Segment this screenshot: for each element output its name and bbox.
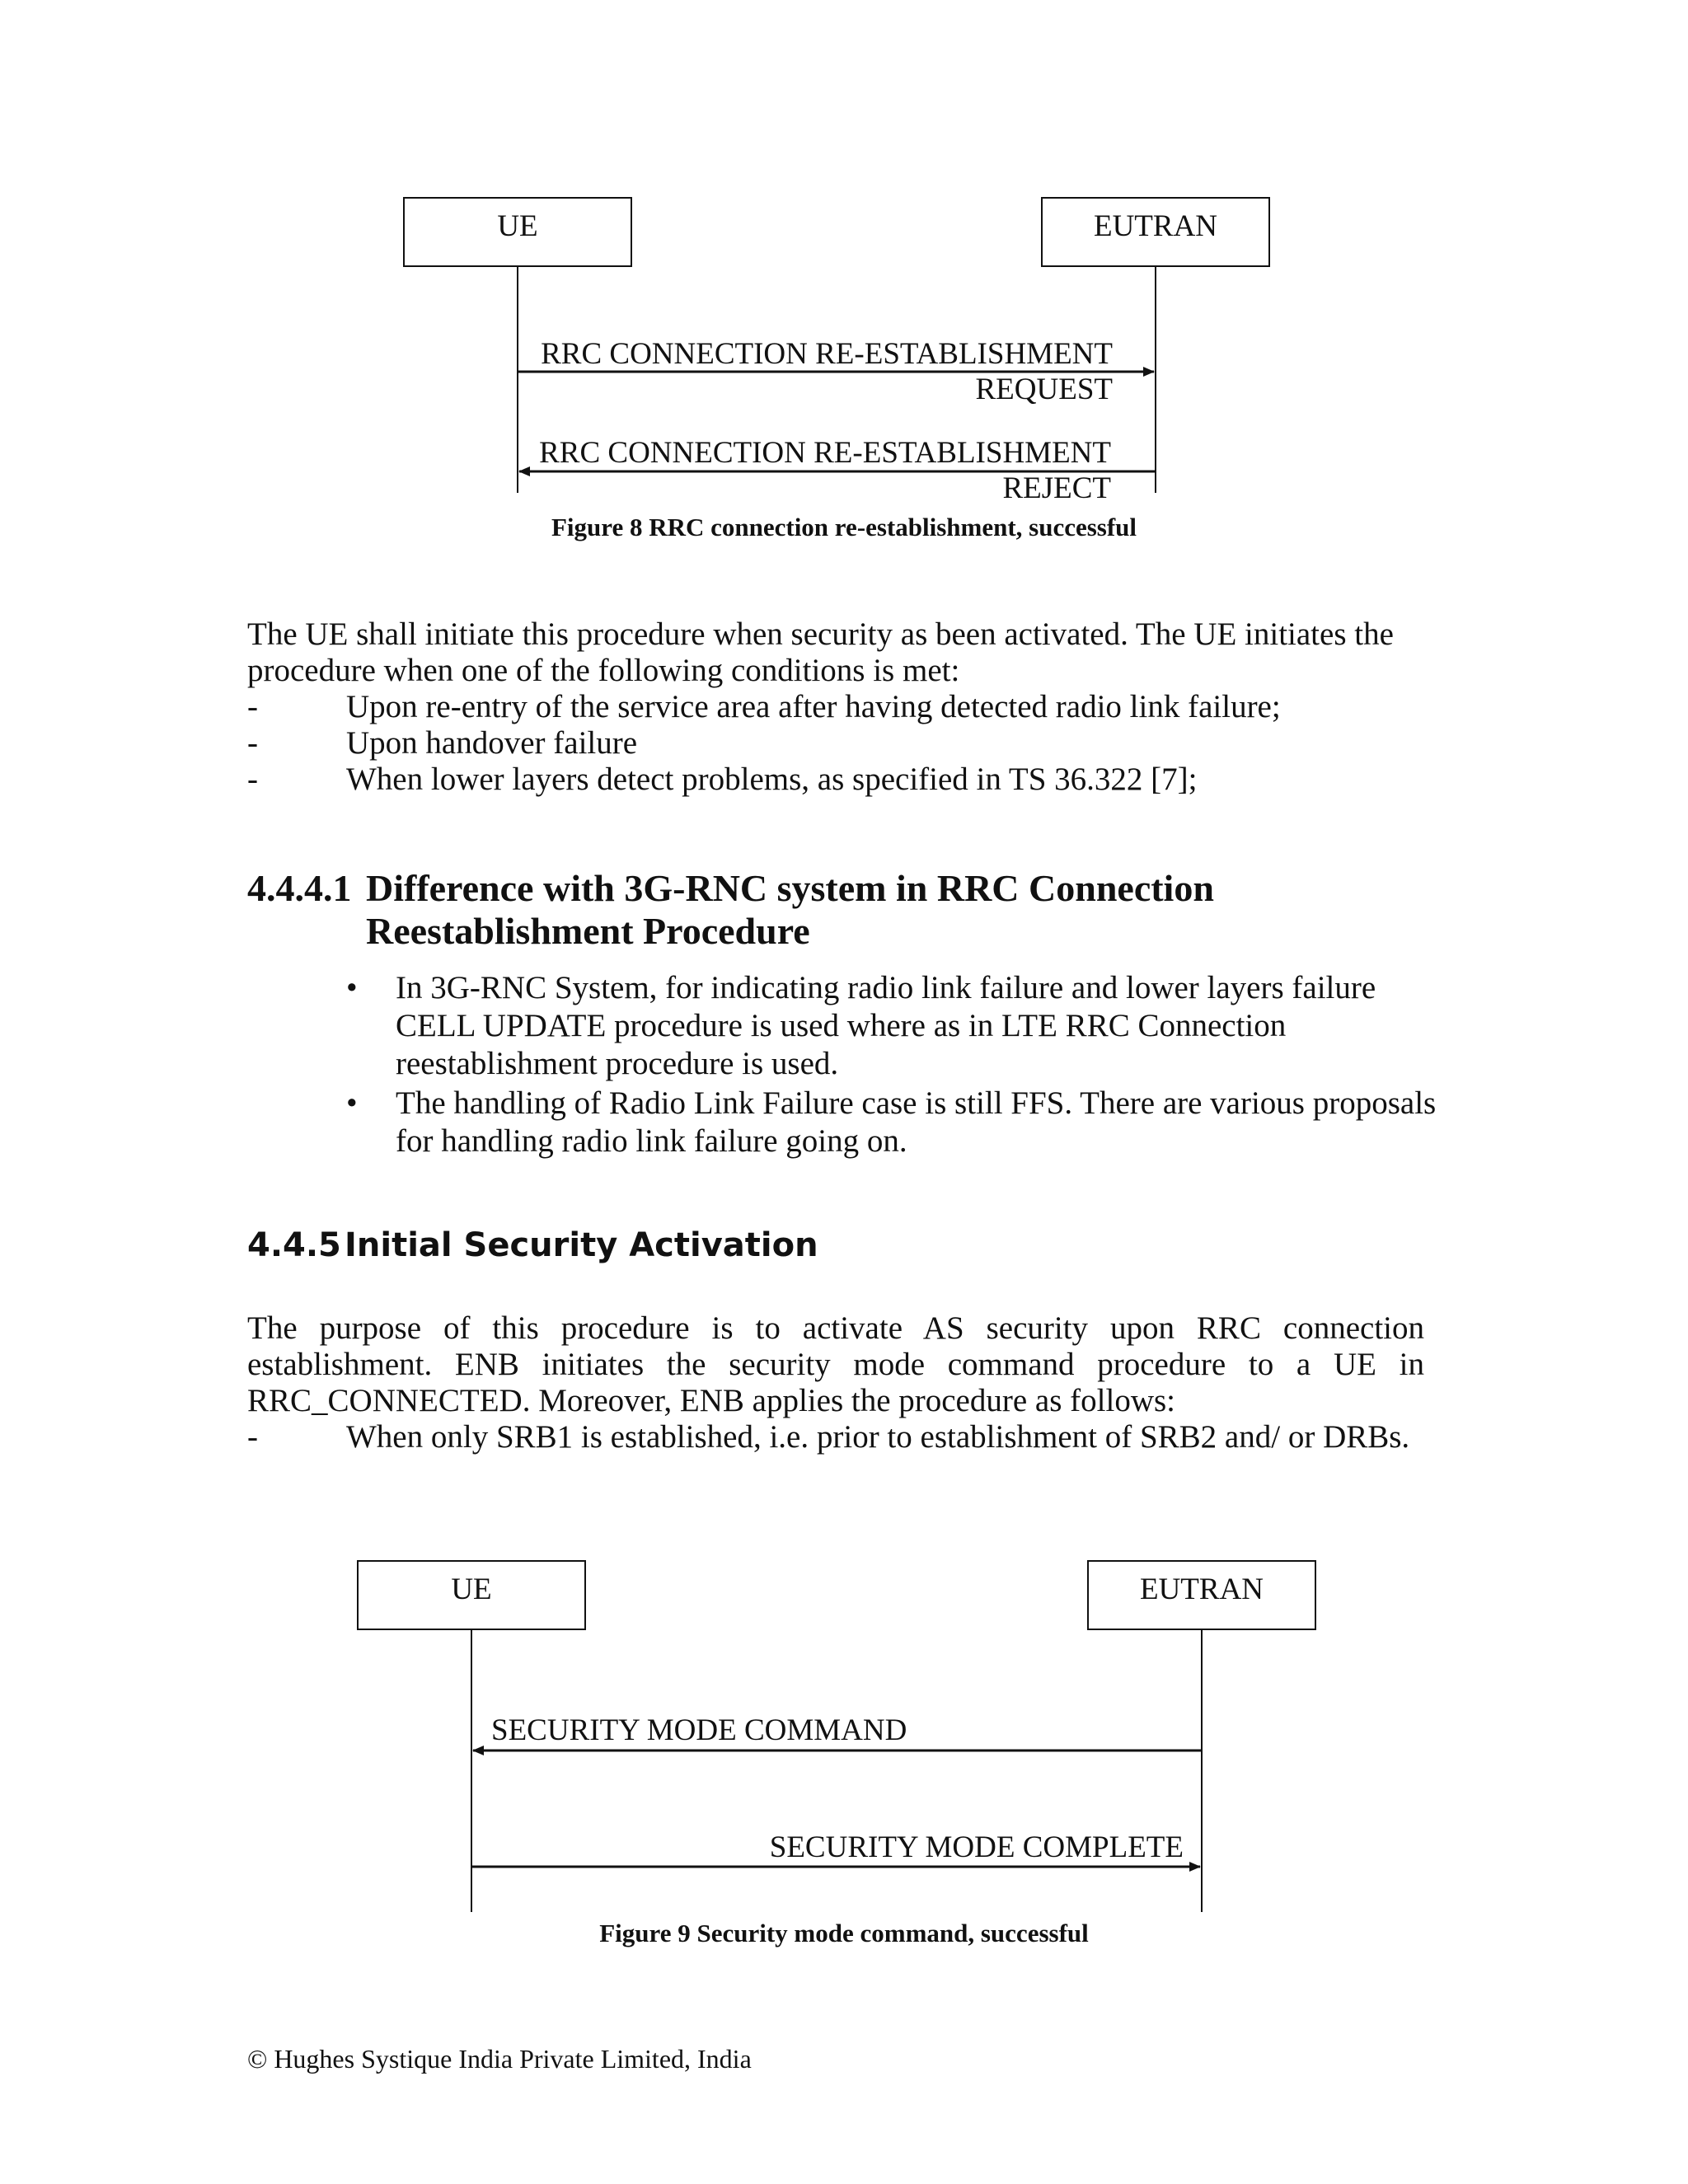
eutran-entity-label: EUTRAN xyxy=(1139,1572,1264,1606)
dash-marker: - xyxy=(247,1419,258,1455)
list-item-text: When lower layers detect problems, as specified in TS 36.322 [7]; xyxy=(346,762,1198,797)
dash-marker: - xyxy=(247,689,258,724)
section-4441-number: 4.4.4.1 xyxy=(247,867,352,909)
section-445-paragraph: The purpose of this procedure is to activate AS security upon RRC connection establishment. ENB initiates the security mode command procedure to a UE in RRC_CONNECTED. Moreover, ENB applies the procedure as follows: xyxy=(247,1310,1424,1418)
figure-8-sequence-diagram xyxy=(0,0,1688,527)
dash-marker: - xyxy=(247,762,258,797)
list-item-text: Upon re-entry of the service area after having detected radio link failure; xyxy=(346,689,1281,724)
section-4441-title-line1: Difference with 3G-RNC system in RRC Connection xyxy=(366,867,1214,909)
bullet-marker: • xyxy=(346,1085,358,1121)
section-445-title: Initial Security Activation xyxy=(345,1226,818,1264)
footer-copyright: © Hughes Systique India Private Limited, India xyxy=(247,2044,752,2074)
intro-paragraph: The UE shall initiate this procedure when security as been activated. The UE initiates the procedure when one of the following conditions is met: xyxy=(247,616,1394,688)
eutran-entity-label: EUTRAN xyxy=(1093,209,1218,243)
figure-8-caption: Figure 8 RRC connection re-establishment, successful xyxy=(551,513,1137,541)
security-mode-command-label: SECURITY MODE COMMAND xyxy=(491,1713,907,1747)
security-mode-complete-label: SECURITY MODE COMPLETE xyxy=(769,1830,1184,1864)
section-4441-title-line2: Reestablishment Procedure xyxy=(366,910,810,952)
message-request-label-line1: RRC CONNECTION RE-ESTABLISHMENT xyxy=(541,337,1113,371)
bullet-item-text: In 3G-RNC System, for indicating radio link failure and lower layers failure CELL UPDATE procedure is used where as in LTE RRC Connection reestablishment procedure is used. xyxy=(396,970,1376,1081)
message-reject-label-line2: REJECT xyxy=(1002,471,1111,505)
bullet-marker: • xyxy=(346,970,358,1005)
dash-marker: - xyxy=(247,725,258,761)
message-reject-label-line1: RRC CONNECTION RE-ESTABLISHMENT xyxy=(539,436,1111,470)
bullet-item-text: The handling of Radio Link Failure case is still FFS. There are various proposals for handling radio link failure going on. xyxy=(396,1085,1437,1159)
figure-9-sequence-diagram xyxy=(0,1549,1688,1929)
ue-entity-label: UE xyxy=(451,1572,492,1606)
list-item-text: When only SRB1 is established, i.e. prior to establishment of SRB2 and/ or DRBs. xyxy=(346,1419,1410,1455)
ue-entity-label: UE xyxy=(497,209,538,243)
figure-9-caption: Figure 9 Security mode command, successful xyxy=(599,1919,1089,1947)
message-request-label-line2: REQUEST xyxy=(975,373,1113,406)
section-445-number: 4.4.5 xyxy=(247,1226,341,1264)
list-item-text: Upon handover failure xyxy=(346,725,638,761)
